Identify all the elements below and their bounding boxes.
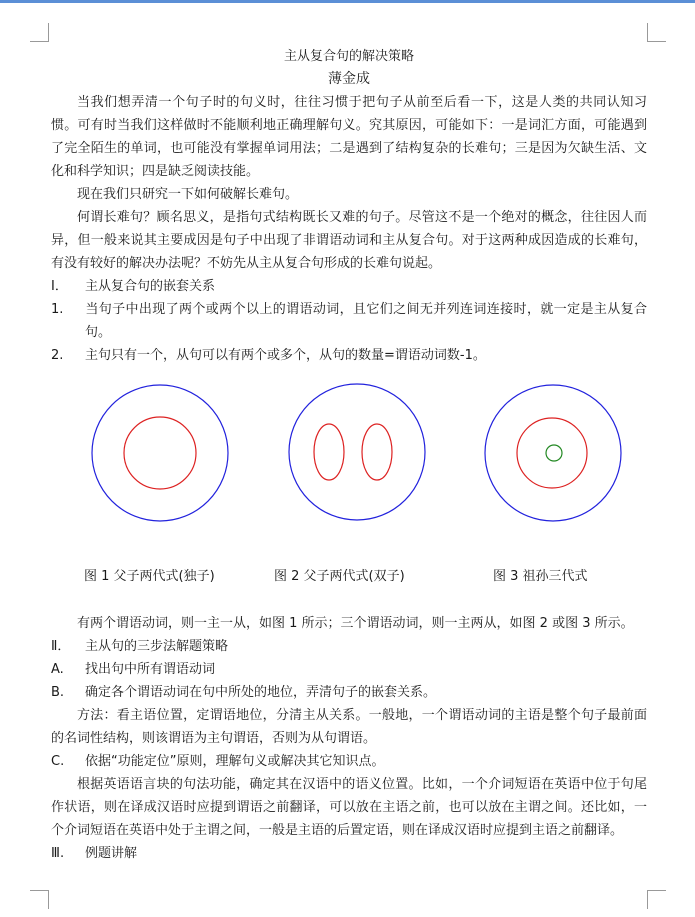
section-3-title: 例题讲解 bbox=[85, 846, 138, 861]
list-item-2 bbox=[51, 344, 647, 367]
document-page bbox=[51, 45, 647, 865]
function-paragraph: 根据英语语言块的句法功能，确定其在汉语中的语义位置。比如，一个介词短语在英语中位于句尾作状语，则在译成汉语时应提到谓语之前翻译，可以放在主语之前，也可以放在主谓之间。还比如，一个介词短语在英语中处于主谓之间，一般是主语的后置定语，则在译成汉语时应提到主语之前翻译。 bbox=[51, 777, 647, 838]
section-3-label: Ⅲ. bbox=[51, 846, 65, 861]
figure-3-caption: 图 3 祖孙三代式 bbox=[493, 569, 588, 584]
figures-svg bbox=[51, 367, 647, 567]
section-1-title: 主从复合句的嵌套关系 bbox=[85, 279, 216, 294]
figure-1-outer-circle bbox=[92, 385, 228, 521]
figure-3-core-circle bbox=[546, 445, 562, 461]
doc-title: 主从复合句的解决策略 bbox=[283, 49, 414, 64]
list-item-a bbox=[51, 658, 647, 681]
figure-1-caption: 图 1 父子两代式(独子) bbox=[84, 569, 215, 584]
list-item-b bbox=[51, 681, 647, 704]
intro-paragraph-1: 当我们想弄清一个句子时的句义时，往往习惯于把句子从前至后看一下，这是人类的共同认知习惯。可有时当我们这样做时不能顺利地正确理解句义。究其原因，可能如下：一是词汇方面，可能遇到了完全陌生的单词，也可能没有掌握单词用法；二是遇到了结构复杂的长难句；三是因为欠缺生活、文化和科学知识；四是缺乏阅读技能。 bbox=[51, 95, 647, 179]
crop-mark-top-right bbox=[647, 23, 666, 42]
list-item-2-label: 2. bbox=[51, 348, 64, 363]
crop-mark-bottom-left bbox=[30, 890, 49, 909]
method-paragraph: 方法：看主语位置，定谓语地位，分清主从关系。一般地，一个谓语动词的主语是整个句子最前面的名词性结构，则该谓语为主句谓语，否则为从句谓语。 bbox=[51, 708, 647, 746]
top-accent-bar bbox=[0, 0, 695, 3]
figure-2-left-ellipse bbox=[314, 424, 344, 480]
list-item-a-label: A. bbox=[51, 662, 64, 677]
intro-paragraph-2: 现在我们只研究一下如何破解长难句。 bbox=[77, 187, 299, 202]
list-item-b-label: B. bbox=[51, 685, 65, 700]
figure-2-caption: 图 2 父子两代式(双子) bbox=[274, 569, 405, 584]
list-item-1-label: 1. bbox=[51, 302, 64, 317]
list-item-2-text: 主句只有一个，从句可以有两个或多个，从句的数量=谓语动词数-1。 bbox=[85, 348, 486, 363]
list-item-c-label: C. bbox=[51, 754, 65, 769]
list-item-1-text: 当句子中出现了两个或两个以上的谓语动词，且它们之间无并列连词连接时，就一定是主从复合句。 bbox=[85, 302, 647, 340]
crop-mark-top-left bbox=[30, 23, 49, 42]
figure-3-middle-circle bbox=[517, 418, 587, 488]
list-item-1 bbox=[51, 298, 647, 344]
section-3-heading bbox=[51, 842, 647, 865]
figure-1-inner-circle bbox=[124, 417, 196, 489]
section-2-label: Ⅱ． bbox=[51, 639, 71, 654]
figure-3-outer-circle bbox=[485, 385, 621, 521]
figure-2-right-ellipse bbox=[362, 424, 392, 480]
section-2-heading bbox=[51, 635, 647, 658]
list-item-a-text: 找出句中所有谓语动词 bbox=[85, 662, 216, 677]
section-1-heading bbox=[51, 275, 647, 298]
section-2-title: 主从句的三步法解题策略 bbox=[85, 639, 229, 654]
after-figures-paragraph: 有两个谓语动词，则一主一从，如图 1 所示；三个谓语动词，则一主两从，如图 2 或图 3 所示。 bbox=[77, 616, 634, 631]
figure-2-outer-circle bbox=[289, 384, 425, 520]
doc-author: 薄金成 bbox=[328, 71, 370, 87]
crop-mark-bottom-right bbox=[647, 890, 666, 909]
list-item-c bbox=[51, 750, 647, 773]
list-item-b-text: 确定各个谓语动词在句中所处的地位，弄清句子的嵌套关系。 bbox=[85, 685, 437, 700]
section-1-label: Ⅰ． bbox=[51, 279, 68, 294]
intro-paragraph-3: 何谓长难句？顾名思义，是指句式结构既长又难的句子。尽管这不是一个绝对的概念，往往因人而异，但一般来说其主要成因是句子中出现了非谓语动词和主从复合句。对于这两种成因造成的长难句，有没有较好的解决办法呢？不妨先从主从复合句形成的长难句说起。 bbox=[51, 210, 647, 271]
figures-block bbox=[51, 367, 647, 612]
list-item-c-text: 依据“功能定位”原则，理解句义或解决其它知识点。 bbox=[85, 754, 385, 769]
